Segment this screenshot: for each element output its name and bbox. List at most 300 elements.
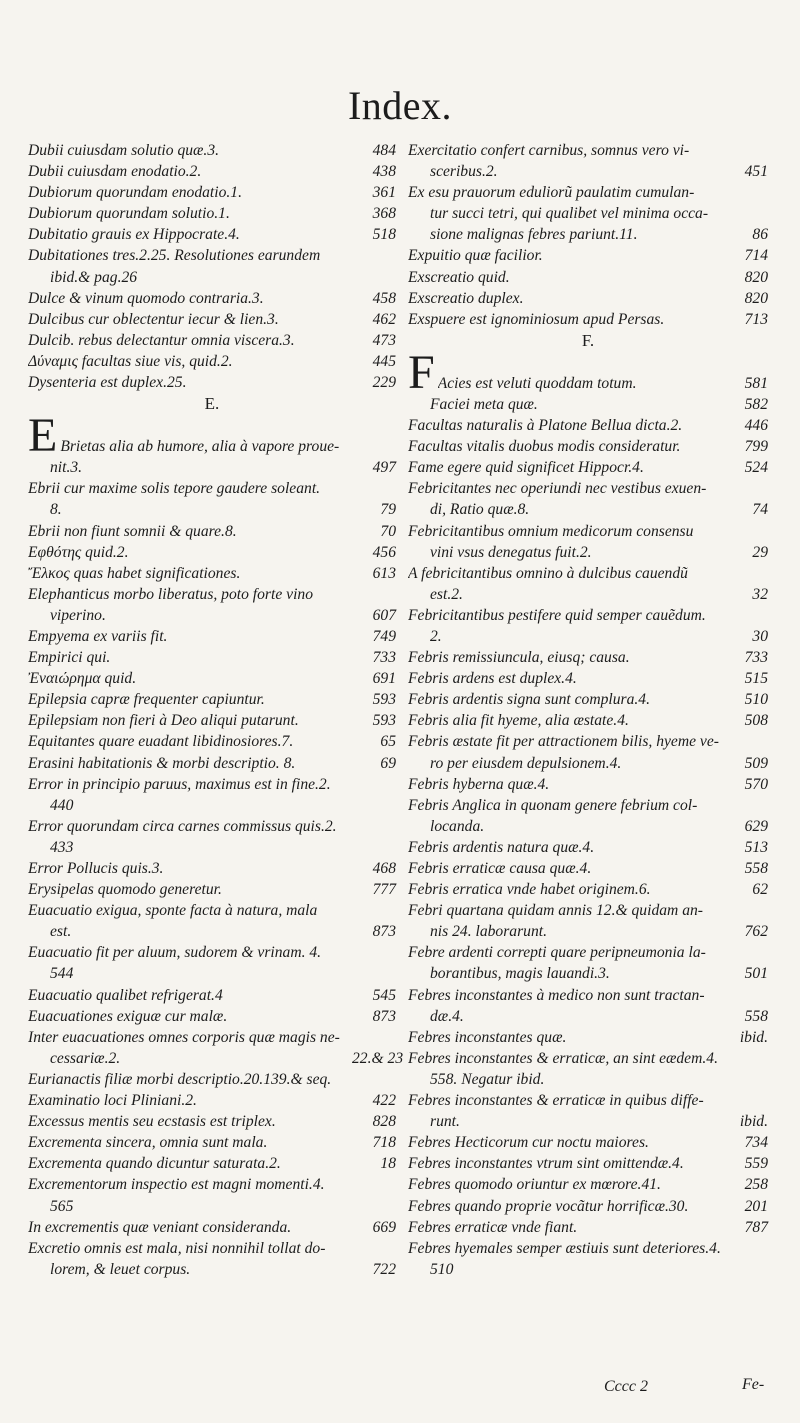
entry-text [408, 182, 724, 203]
index-entry-continuation [28, 1048, 404, 1069]
entry-text [28, 626, 352, 647]
page-number: 422 [372, 1092, 396, 1110]
index-entry-continuation [408, 542, 768, 563]
entry-text [28, 1111, 352, 1132]
index-entry-continuation [408, 1069, 768, 1090]
index-entry [408, 942, 768, 963]
entry-label: Febri quartana quidam annis 12.& quidam an- [408, 902, 703, 920]
entry-label: Euacuatio exigua, sponte facta à natura, mala [28, 902, 318, 920]
entry-label: Exscreatio duplex. [408, 289, 524, 307]
index-entry [408, 668, 768, 689]
index-entry [28, 521, 396, 542]
index-entry-continuation [28, 837, 396, 858]
index-entry-continuation [408, 753, 768, 774]
entry-label: Excrementa sincera, omnia sunt mala. [28, 1134, 268, 1152]
entry-label: 2. [430, 627, 442, 645]
page-number: 714 [744, 247, 768, 265]
index-entry [28, 1174, 396, 1195]
entry-label: Δύναμις facultas siue vis, quid.2. [28, 352, 233, 370]
entry-text [430, 1259, 724, 1280]
entry-text [28, 288, 352, 309]
entry-label: Febres inconstantes vtrum sint omittendæ.4. [408, 1155, 684, 1173]
entry-label: nis 24. laborarunt. [430, 923, 547, 941]
section-letter: E. [204, 394, 220, 414]
page-number: 501 [744, 965, 768, 983]
entry-text [430, 542, 724, 563]
index-entry-continuation [408, 921, 768, 942]
entry-text [430, 1111, 724, 1132]
entry-label: Dubii cuiusdam solutio quæ.3. [28, 142, 220, 159]
entry-text [28, 879, 352, 900]
index-entry [28, 647, 396, 668]
entry-text [28, 1174, 352, 1195]
entry-label: Dubiorum quorundam enodatio.1. [28, 184, 242, 202]
page-number: ibid. [739, 1028, 768, 1046]
entry-text [28, 668, 352, 689]
index-entry-continuation [28, 457, 396, 478]
entry-text [408, 858, 724, 879]
index-entry-continuation [408, 1006, 768, 1027]
entry-text [28, 710, 352, 731]
entry-label: Equitantes quare euadant libidinosiores.7. [28, 733, 294, 751]
entry-label: borantibus, magis lauandi.3. [430, 965, 610, 983]
entry-label: Febres inconstantes à medico non sunt tractan- [408, 986, 705, 1004]
index-entry [408, 1048, 768, 1069]
entry-label: Dulce & vinum quomodo contraria.3. [28, 289, 264, 307]
entry-label: Febres erraticæ vnde fiant. [408, 1218, 578, 1236]
index-entry-continuation [28, 795, 396, 816]
entry-text [430, 753, 724, 774]
entry-label: Febris ardentis signa sunt complura.4. [408, 691, 650, 709]
entry-text [408, 1132, 724, 1153]
entry-text [408, 942, 724, 963]
entry-text [430, 963, 724, 984]
page-number: 820 [744, 289, 768, 307]
page-number: 722 [372, 1260, 396, 1278]
page-number: 607 [372, 606, 396, 624]
index-entry-continuation [408, 224, 768, 245]
entry-label: tur succi tetri, qui qualibet vel minima occa- [430, 205, 709, 223]
index-entry [28, 1027, 396, 1048]
entry-text [408, 245, 724, 266]
index-entry [28, 1090, 396, 1111]
entry-text [28, 542, 352, 563]
index-entry [28, 1069, 396, 1090]
index-entry [28, 542, 396, 563]
index-entry [408, 1132, 768, 1153]
index-entry [408, 647, 768, 668]
page-number: 513 [744, 838, 768, 856]
entry-text [28, 182, 352, 203]
entry-text [408, 647, 724, 668]
entry-text [430, 394, 724, 415]
page-number: 545 [372, 986, 396, 1004]
left-column [28, 140, 404, 1280]
entry-text [408, 1196, 724, 1217]
index-entry [408, 563, 768, 584]
entry-label: nit.3. [50, 459, 83, 477]
entry-label: Erysipelas quomodo generetur. [28, 881, 222, 899]
index-entry-continuation [408, 1259, 768, 1280]
entry-text [430, 1069, 724, 1090]
page-number: 691 [372, 670, 396, 688]
entry-text [430, 816, 724, 837]
index-entry [408, 140, 768, 161]
index-entry [408, 478, 768, 499]
entry-label: Dulcibus cur oblectentur iecur & lien.3. [28, 310, 279, 328]
entry-label: Febris remissiuncula, eiusq; causa. [408, 649, 630, 667]
index-entry-continuation [28, 605, 396, 626]
index-entry [408, 288, 768, 309]
page-number: 734 [744, 1134, 768, 1152]
entry-text [28, 942, 352, 963]
index-entry [408, 1027, 768, 1048]
index-entry [28, 1132, 396, 1153]
entry-label: Exspuere est ignominiosum apud Persas. [408, 310, 665, 328]
index-entry [28, 478, 396, 499]
entry-text [408, 1153, 724, 1174]
entry-text [50, 837, 352, 858]
index-entry [28, 584, 396, 605]
index-entry [28, 309, 396, 330]
entry-text [50, 1196, 352, 1217]
page-number: 473 [372, 331, 396, 349]
entry-text [28, 1006, 352, 1027]
entry-text [28, 478, 352, 499]
entry-label: viperino. [50, 606, 106, 624]
entry-text [28, 351, 352, 372]
page-number: 69 [380, 754, 396, 772]
entry-label: Febricitantibus pestifere quid semper cauẽdum. [408, 606, 706, 624]
entry-label: Excretio omnis est mala, nisi nonnihil tollat do- [28, 1239, 326, 1257]
index-entry-continuation [28, 963, 396, 984]
index-entry-continuation [408, 203, 768, 224]
entry-text [430, 224, 724, 245]
page-number: 74 [752, 501, 768, 519]
index-entry [28, 731, 396, 752]
index-entry [28, 626, 396, 647]
page-number: 799 [744, 438, 768, 456]
entry-label: locanda. [430, 817, 485, 835]
drop-capital: E [28, 409, 58, 463]
entry-label: Exercitatio confert carnibus, somnus vero vi- [408, 142, 690, 159]
entry-label: 433 [50, 838, 74, 856]
entry-label: Ebrii cur maxime solis tepore gaudere soleant. [28, 480, 321, 498]
index-entry-continuation [408, 626, 768, 647]
page-number: 510 [744, 691, 768, 709]
page-number: 570 [744, 775, 768, 793]
entry-text [408, 1174, 724, 1195]
entry-text [408, 837, 724, 858]
entry-text [430, 203, 724, 224]
entry-label: sceribus.2. [430, 163, 498, 181]
entry-text [28, 647, 352, 668]
page-number: 18 [380, 1155, 396, 1173]
page-number: 733 [744, 649, 768, 667]
index-entry-continuation [408, 584, 768, 605]
page-number: 613 [372, 564, 396, 582]
entry-label: Excrementa quando dicuntur saturata.2. [28, 1155, 281, 1173]
index-entry [28, 372, 396, 393]
entry-label: lorem, & leuet corpus. [50, 1260, 191, 1278]
index-entry [408, 521, 768, 542]
page-number: 361 [372, 184, 396, 202]
index-entry [28, 689, 396, 710]
entry-label: Dysenteria est duplex.25. [28, 374, 187, 392]
page-number: 70 [380, 522, 396, 540]
entry-text [408, 879, 724, 900]
index-entry [28, 224, 396, 245]
entry-text [50, 1048, 352, 1069]
entry-text [438, 373, 724, 394]
entry-label: 510 [430, 1260, 454, 1278]
index-entry [28, 1153, 396, 1174]
entry-text [408, 1048, 724, 1069]
entry-text [408, 267, 724, 288]
index-entry [408, 731, 768, 752]
index-entry [28, 753, 396, 774]
entry-label: Empyema ex variis fit. [28, 627, 168, 645]
entry-text [28, 224, 352, 245]
index-entry [28, 985, 396, 1006]
page-number: 368 [372, 205, 396, 223]
entry-label: sione malignas febres pariunt.11. [430, 226, 638, 244]
drop-capital: F [408, 345, 435, 399]
index-entry [28, 182, 396, 203]
entry-label: Elephanticus morbo liberatus, poto forte vino [28, 585, 313, 603]
entry-label: 8. [50, 501, 62, 519]
entry-label: Febricitantes nec operiundi nec vestibus exuen- [408, 480, 707, 498]
entry-text [408, 309, 724, 330]
page-number: 509 [744, 754, 768, 772]
entry-label: est. [50, 923, 72, 941]
index-entry [28, 879, 396, 900]
entry-label: Ἐναιώρημα quid. [28, 670, 137, 688]
entry-label: Inter euacuationes omnes corporis quæ magis ne- [28, 1028, 340, 1046]
entry-label: Febres inconstantes & erraticæ in quibus diffe- [408, 1092, 704, 1110]
page-number: 446 [744, 417, 768, 435]
index-entry-continuation [28, 921, 396, 942]
page-number: 201 [744, 1197, 768, 1215]
entry-label: Febre ardenti correpti quare peripneumonia la- [408, 944, 706, 962]
page-number: 873 [372, 923, 396, 941]
page-number: 629 [744, 817, 768, 835]
entry-label: Febris æstate fit per attractionem bilis, hyeme ve- [408, 733, 719, 751]
index-entry-continuation [408, 1111, 768, 1132]
entry-label: Error quorundam circa carnes commissus quis.2. [28, 817, 337, 835]
entry-label: Febris ardens est duplex.4. [408, 670, 577, 688]
page-number: 733 [372, 649, 396, 667]
index-entry [408, 1153, 768, 1174]
entry-label: Acies est veluti quoddam totum. [437, 374, 637, 392]
index-entry [28, 900, 396, 921]
entry-text [28, 1069, 352, 1090]
index-entry [28, 161, 396, 182]
index-entry-continuation [28, 267, 396, 288]
entry-text [28, 1027, 352, 1048]
index-entry [28, 710, 396, 731]
index-entry [408, 436, 768, 457]
index-entry [408, 1238, 768, 1259]
entry-label: Erasini habitationis & morbi descriptio. 8. [28, 754, 296, 772]
page-number: 508 [744, 712, 768, 730]
entry-label: Febris erraticæ causa quæ.4. [408, 860, 592, 877]
entry-text [408, 1238, 724, 1259]
entry-label: Euacuatio qualibet refrigerat.4 [28, 986, 223, 1004]
entry-text [408, 795, 724, 816]
index-entry [408, 1090, 768, 1111]
entry-text [60, 436, 352, 457]
entry-label: Febris alia fit hyeme, alia æstate.4. [408, 712, 629, 730]
entry-text [28, 753, 352, 774]
entry-label: Febris Anglica in quonam genere febrium col- [408, 796, 698, 814]
entry-text [50, 795, 352, 816]
page-number: 762 [744, 923, 768, 941]
index-entry [408, 879, 768, 900]
entry-text [408, 457, 724, 478]
index-entry [408, 774, 768, 795]
page-number: ibid. [739, 1113, 768, 1131]
index-entry [408, 795, 768, 816]
entry-label: Febricitantibus omnium medicorum consensu [408, 522, 694, 540]
index-entry [28, 774, 396, 795]
index-entry [408, 985, 768, 1006]
entry-label: Faciei meta quæ. [430, 395, 538, 413]
entry-text [28, 1217, 352, 1238]
index-entry [408, 457, 768, 478]
index-entry-continuation [408, 499, 768, 520]
entry-text [28, 1153, 352, 1174]
page-number: 873 [372, 1007, 396, 1025]
entry-text [408, 1217, 724, 1238]
entry-text [430, 626, 724, 647]
page-number: 820 [744, 268, 768, 286]
index-entry-continuation [28, 499, 396, 520]
signature-mark: Cccc 2 [604, 1378, 648, 1395]
entry-text [28, 161, 352, 182]
entry-text [430, 1006, 724, 1027]
entry-label: runt. [430, 1113, 460, 1131]
entry-label: Dubii cuiusdam enodatio.2. [28, 163, 202, 181]
index-entry [408, 309, 768, 330]
index-entry [28, 816, 396, 837]
entry-text [408, 521, 724, 542]
index-entry [28, 288, 396, 309]
entry-text [28, 1132, 352, 1153]
page-number: 258 [744, 1176, 768, 1194]
entry-label: Febres hyemales semper æstiuis sunt deteriores.4. [408, 1239, 721, 1257]
page-number: 445 [372, 352, 396, 370]
page-number: 593 [372, 712, 396, 730]
entry-text [28, 330, 352, 351]
entry-text [28, 858, 352, 879]
page-number: 86 [752, 226, 768, 244]
entry-text [28, 689, 352, 710]
catchword: Fe- [742, 1376, 765, 1393]
entry-text [430, 499, 724, 520]
page-number: 749 [372, 627, 396, 645]
entry-label: Ἔλκος quas habet significationes. [28, 564, 241, 582]
entry-text [50, 1259, 352, 1280]
entry-label: 440 [50, 796, 74, 814]
entry-label: Euacuationes exiguæ cur malæ. [28, 1007, 228, 1025]
entry-label: ro per eiusdem depulsionem.4. [430, 754, 622, 772]
entry-text [50, 921, 352, 942]
page-number: 559 [744, 1155, 768, 1173]
index-entry [28, 330, 396, 351]
entry-label: Excessus mentis seu ecstasis est triplex. [28, 1113, 276, 1131]
entry-label: Brietas alia ab humore, alia à vapore proue- [60, 438, 340, 456]
entry-text [408, 710, 724, 731]
entry-text [28, 1238, 352, 1259]
page-number: 451 [744, 163, 768, 181]
index-entry [28, 203, 396, 224]
entry-label: Ebrii non fiunt somnii & quare.8. [28, 522, 237, 540]
index-entry [28, 942, 396, 963]
page-number: 518 [372, 226, 396, 244]
page-number: 32 [752, 585, 768, 603]
index-entry [28, 1217, 396, 1238]
page-number: 582 [744, 395, 768, 413]
entry-text [408, 689, 724, 710]
index-entry [408, 415, 768, 436]
entry-text [408, 731, 724, 752]
index-entry [28, 409, 396, 463]
page-number: 458 [372, 289, 396, 307]
entry-label: Febres inconstantes & erraticæ, an sint eædem.4. [408, 1049, 718, 1067]
entry-label: Dubiorum quorundam solutio.1. [28, 205, 230, 223]
entry-text [28, 816, 352, 837]
section-letter: F. [581, 330, 595, 350]
index-entry-continuation [408, 394, 768, 415]
page-number: 456 [372, 543, 396, 561]
entry-label: A febricitantibus omnino à dulcibus cauendũ [408, 564, 688, 582]
entry-label: Febres inconstantes quæ. [408, 1028, 567, 1046]
index-entry [28, 351, 396, 372]
page-number: 558 [744, 1007, 768, 1025]
entry-text [50, 963, 352, 984]
entry-label: di, Ratio quæ.8. [430, 501, 530, 519]
entry-text [28, 584, 352, 605]
entry-text [408, 288, 724, 309]
page-number: 787 [744, 1218, 768, 1236]
entry-text [408, 1090, 724, 1111]
entry-label: Euacuatio fit per aluum, sudorem & vrinam. 4. [28, 944, 322, 962]
entry-label: Expuitio quæ facilior. [408, 247, 543, 265]
entry-text [28, 774, 352, 795]
entry-label: Excrementorum inspectio est magni momenti.4. [28, 1176, 325, 1194]
page-number: 515 [744, 670, 768, 688]
index-entry [28, 1238, 396, 1259]
page-number: 484 [372, 142, 396, 159]
entry-text [28, 245, 352, 266]
index-entry [28, 1111, 396, 1132]
entry-text [28, 309, 352, 330]
page-number: 30 [752, 627, 768, 645]
entry-text [430, 584, 724, 605]
entry-text [50, 267, 352, 288]
index-entry [408, 1217, 768, 1238]
index-entry [408, 1196, 768, 1217]
entry-text [28, 900, 352, 921]
page-number: 497 [372, 459, 396, 477]
entry-text [50, 499, 352, 520]
index-entry [28, 858, 396, 879]
index-entry [408, 1174, 768, 1195]
index-entry [28, 563, 396, 584]
index-entry [408, 900, 768, 921]
page-number: 65 [380, 733, 396, 751]
